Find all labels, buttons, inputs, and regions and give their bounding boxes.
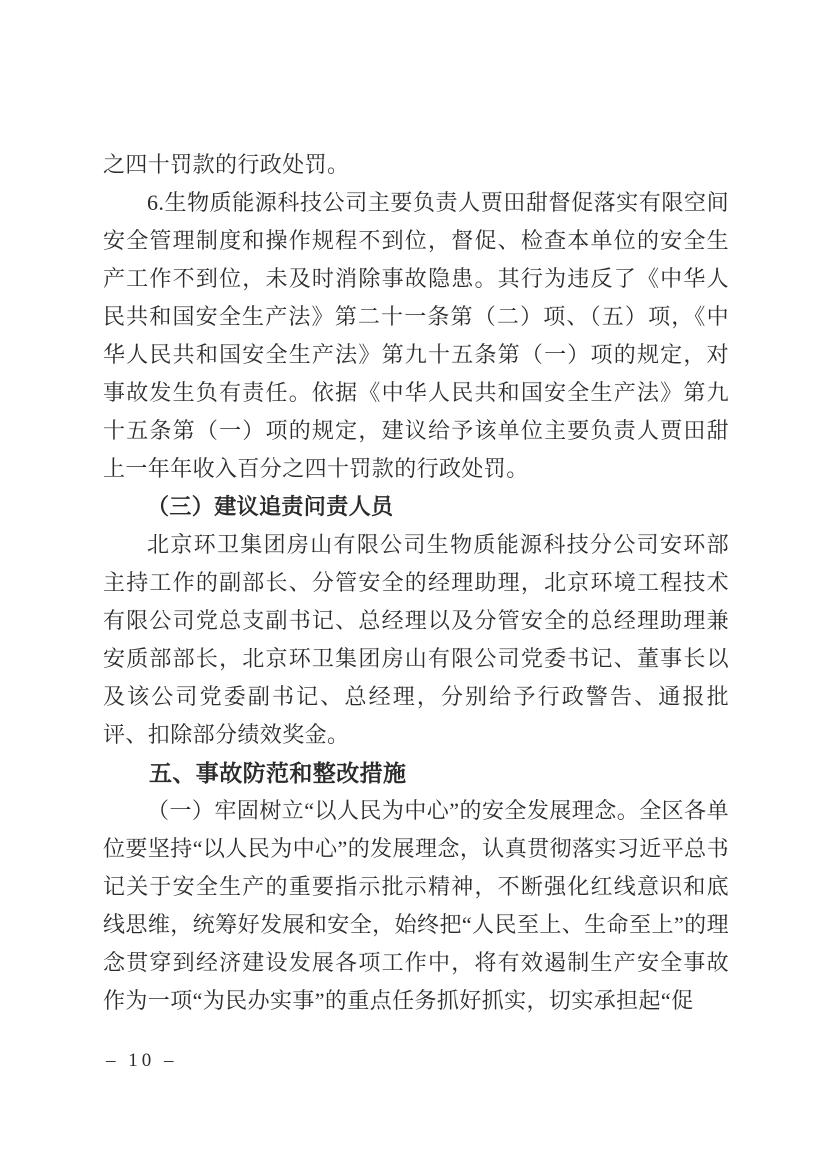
page-number: – 10 – [106,1050,178,1071]
paragraph-accountability-personnel: 北京环卫集团房山有限公司生物质能源科技分公司安环部主持工作的副部长、分管安全的经理助理，北京环境工程技术有限公司党总支副书记、总经理以及分管安全的总经理助理兼安质部部长，北京环卫集团房山有限公司党委书记、董事长以及该公司党委副书记、总经理，分别给予行政警告、通报批评、扣除部分绩效奖金。 [103,532,729,747]
document-body [103,146,729,1020]
subsection-heading-accountability: （三）建议追责问责人员 [147,494,394,519]
section-heading-prevention-measures: 五、事故防范和整改措施 [149,760,407,786]
paragraph-continuation: 之四十罚款的行政处罚。 [103,152,350,177]
paragraph-responsible-person-6: 6.生物质能源科技公司主要负责人贾田甜督促落实有限空间安全管理制度和操作规程不到位，督促、检查本单位的安全生产工作不到位，未及时消除事故隐患。其行为违反了《中华人民共和国安全生产法》第二十一条第（二）项、（五）项，《中华人民共和国安全生产法》第九十五条第（一）项的规定，对事故发生负有责任。依据《中华人民共和国安全生产法》第九十五条第（一）项的规定，建议给予该单位主要负责人贾田甜上一年年收入百分之四十罚款的行政处罚。 [103,190,729,481]
paragraph-safety-development-concept: （一）牢固树立“以人民为中心”的安全发展理念。全区各单位要坚持“以人民为中心”的发展理念，认真贯彻落实习近平总书记关于安全生产的重要指示批示精神，不断强化红线意识和底线思维，统筹好发展和安全，始终把“人民至上、生命至上”的理念贯穿到经济建设发展各项工作中，将有效遏制生产安全事故作为一项“为民办实事”的重点任务抓好抓实，切实承担起“促 [103,798,729,1013]
